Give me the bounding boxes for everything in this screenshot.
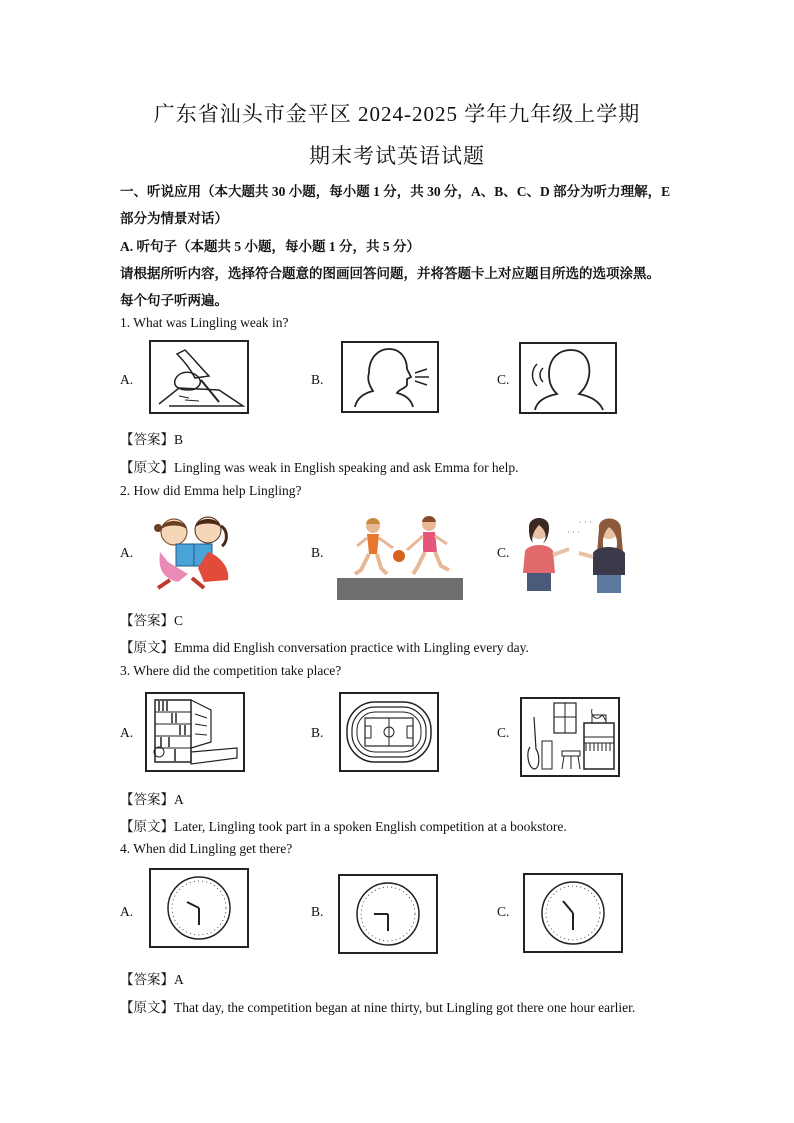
- music-room-picture: [520, 697, 620, 777]
- bookstore-picture: [145, 692, 245, 772]
- transcript-label: 【原文】: [120, 640, 174, 655]
- clock-picture-c: [523, 873, 623, 953]
- section-heading-1: 一、听说应用（本大题共 30 小题，每小题 1 分，共 30 分，A、B、C、D 部分为听力理解，E: [120, 184, 671, 199]
- answer-label: 【答案】: [120, 792, 174, 807]
- q1-answer: [120, 428, 183, 448]
- q4-option-a-label: A.: [120, 904, 134, 919]
- listening-head-picture: [519, 342, 617, 414]
- answer-label: 【答案】: [120, 972, 174, 987]
- transcript-text: Emma did English conversation practice with Lingling every day.: [174, 640, 529, 655]
- q3-answer: [120, 788, 184, 808]
- q3-option-a-label: A.: [120, 725, 134, 740]
- q1-option-c-label: C.: [497, 372, 510, 387]
- q1-option-a-label: A.: [120, 372, 134, 387]
- q2-option-b-label: B.: [311, 545, 324, 560]
- clock-picture-b: [338, 874, 438, 954]
- question-2-text: 2. How did Emma help Lingling?: [120, 483, 302, 498]
- question-3-text: 3. Where did the competition take place?: [120, 663, 342, 678]
- answer-label: 【答案】: [120, 613, 174, 628]
- transcript-text: Lingling was weak in English speaking and ask Emma for help.: [174, 460, 519, 475]
- instruction-line-1: 请根据所听内容，选择符合题意的图画回答问题，并将答题卡上对应题目所选的选项涂黑。: [120, 266, 660, 281]
- women-talking-picture: [515, 513, 631, 595]
- answer-label: 【答案】: [120, 432, 174, 447]
- q2-transcript: [120, 636, 529, 656]
- q2-option-a-label: A.: [120, 545, 134, 560]
- q3-option-c-label: C.: [497, 725, 510, 740]
- writing-hand-picture: [149, 340, 249, 414]
- q4-option-c-label: C.: [497, 904, 510, 919]
- q2-option-c-label: C.: [497, 545, 510, 560]
- answer-value: B: [174, 432, 184, 447]
- q3-option-b-label: B.: [311, 725, 324, 740]
- title-line-1: 广东省汕头市金平区 2024-2025 学年九年级上学期: [153, 102, 641, 126]
- question-4-text: 4. When did Lingling get there?: [120, 841, 293, 856]
- q1-transcript: [120, 456, 519, 476]
- answer-value: A: [174, 792, 184, 807]
- girls-reading-picture: [148, 512, 240, 590]
- q4-option-b-label: B.: [311, 904, 324, 919]
- stadium-picture: [339, 692, 439, 772]
- title-line-2: 期末考试英语试题: [309, 144, 485, 168]
- svg-text:· · ·: · · ·: [567, 528, 580, 537]
- transcript-label: 【原文】: [120, 460, 174, 475]
- transcript-text: That day, the competition began at nine thirty, but Lingling got there one hour earlier.: [174, 1000, 636, 1015]
- q2-answer: [120, 609, 183, 629]
- svg-text:· · ·: · · ·: [579, 518, 592, 527]
- q4-transcript: [120, 996, 635, 1016]
- transcript-text: Later, Lingling took part in a spoken English competition at a bookstore.: [174, 819, 567, 834]
- clock-picture-a: [149, 868, 249, 948]
- speaking-head-picture: [341, 341, 439, 413]
- answer-value: C: [174, 613, 184, 628]
- question-1-text: 1. What was Lingling weak in?: [120, 315, 289, 330]
- part-a-heading: A. 听句子（本题共 5 小题，每小题 1 分，共 5 分）: [120, 239, 420, 254]
- q3-transcript: [120, 815, 567, 835]
- transcript-label: 【原文】: [120, 1000, 174, 1015]
- transcript-label: 【原文】: [120, 819, 174, 834]
- answer-value: A: [174, 972, 184, 987]
- section-heading-2: 部分为情景对话）: [120, 211, 228, 226]
- q4-answer: [120, 968, 184, 988]
- q1-option-b-label: B.: [311, 372, 324, 387]
- girls-basketball-picture: [337, 512, 463, 600]
- instruction-line-2: 每个句子听两遍。: [120, 293, 228, 308]
